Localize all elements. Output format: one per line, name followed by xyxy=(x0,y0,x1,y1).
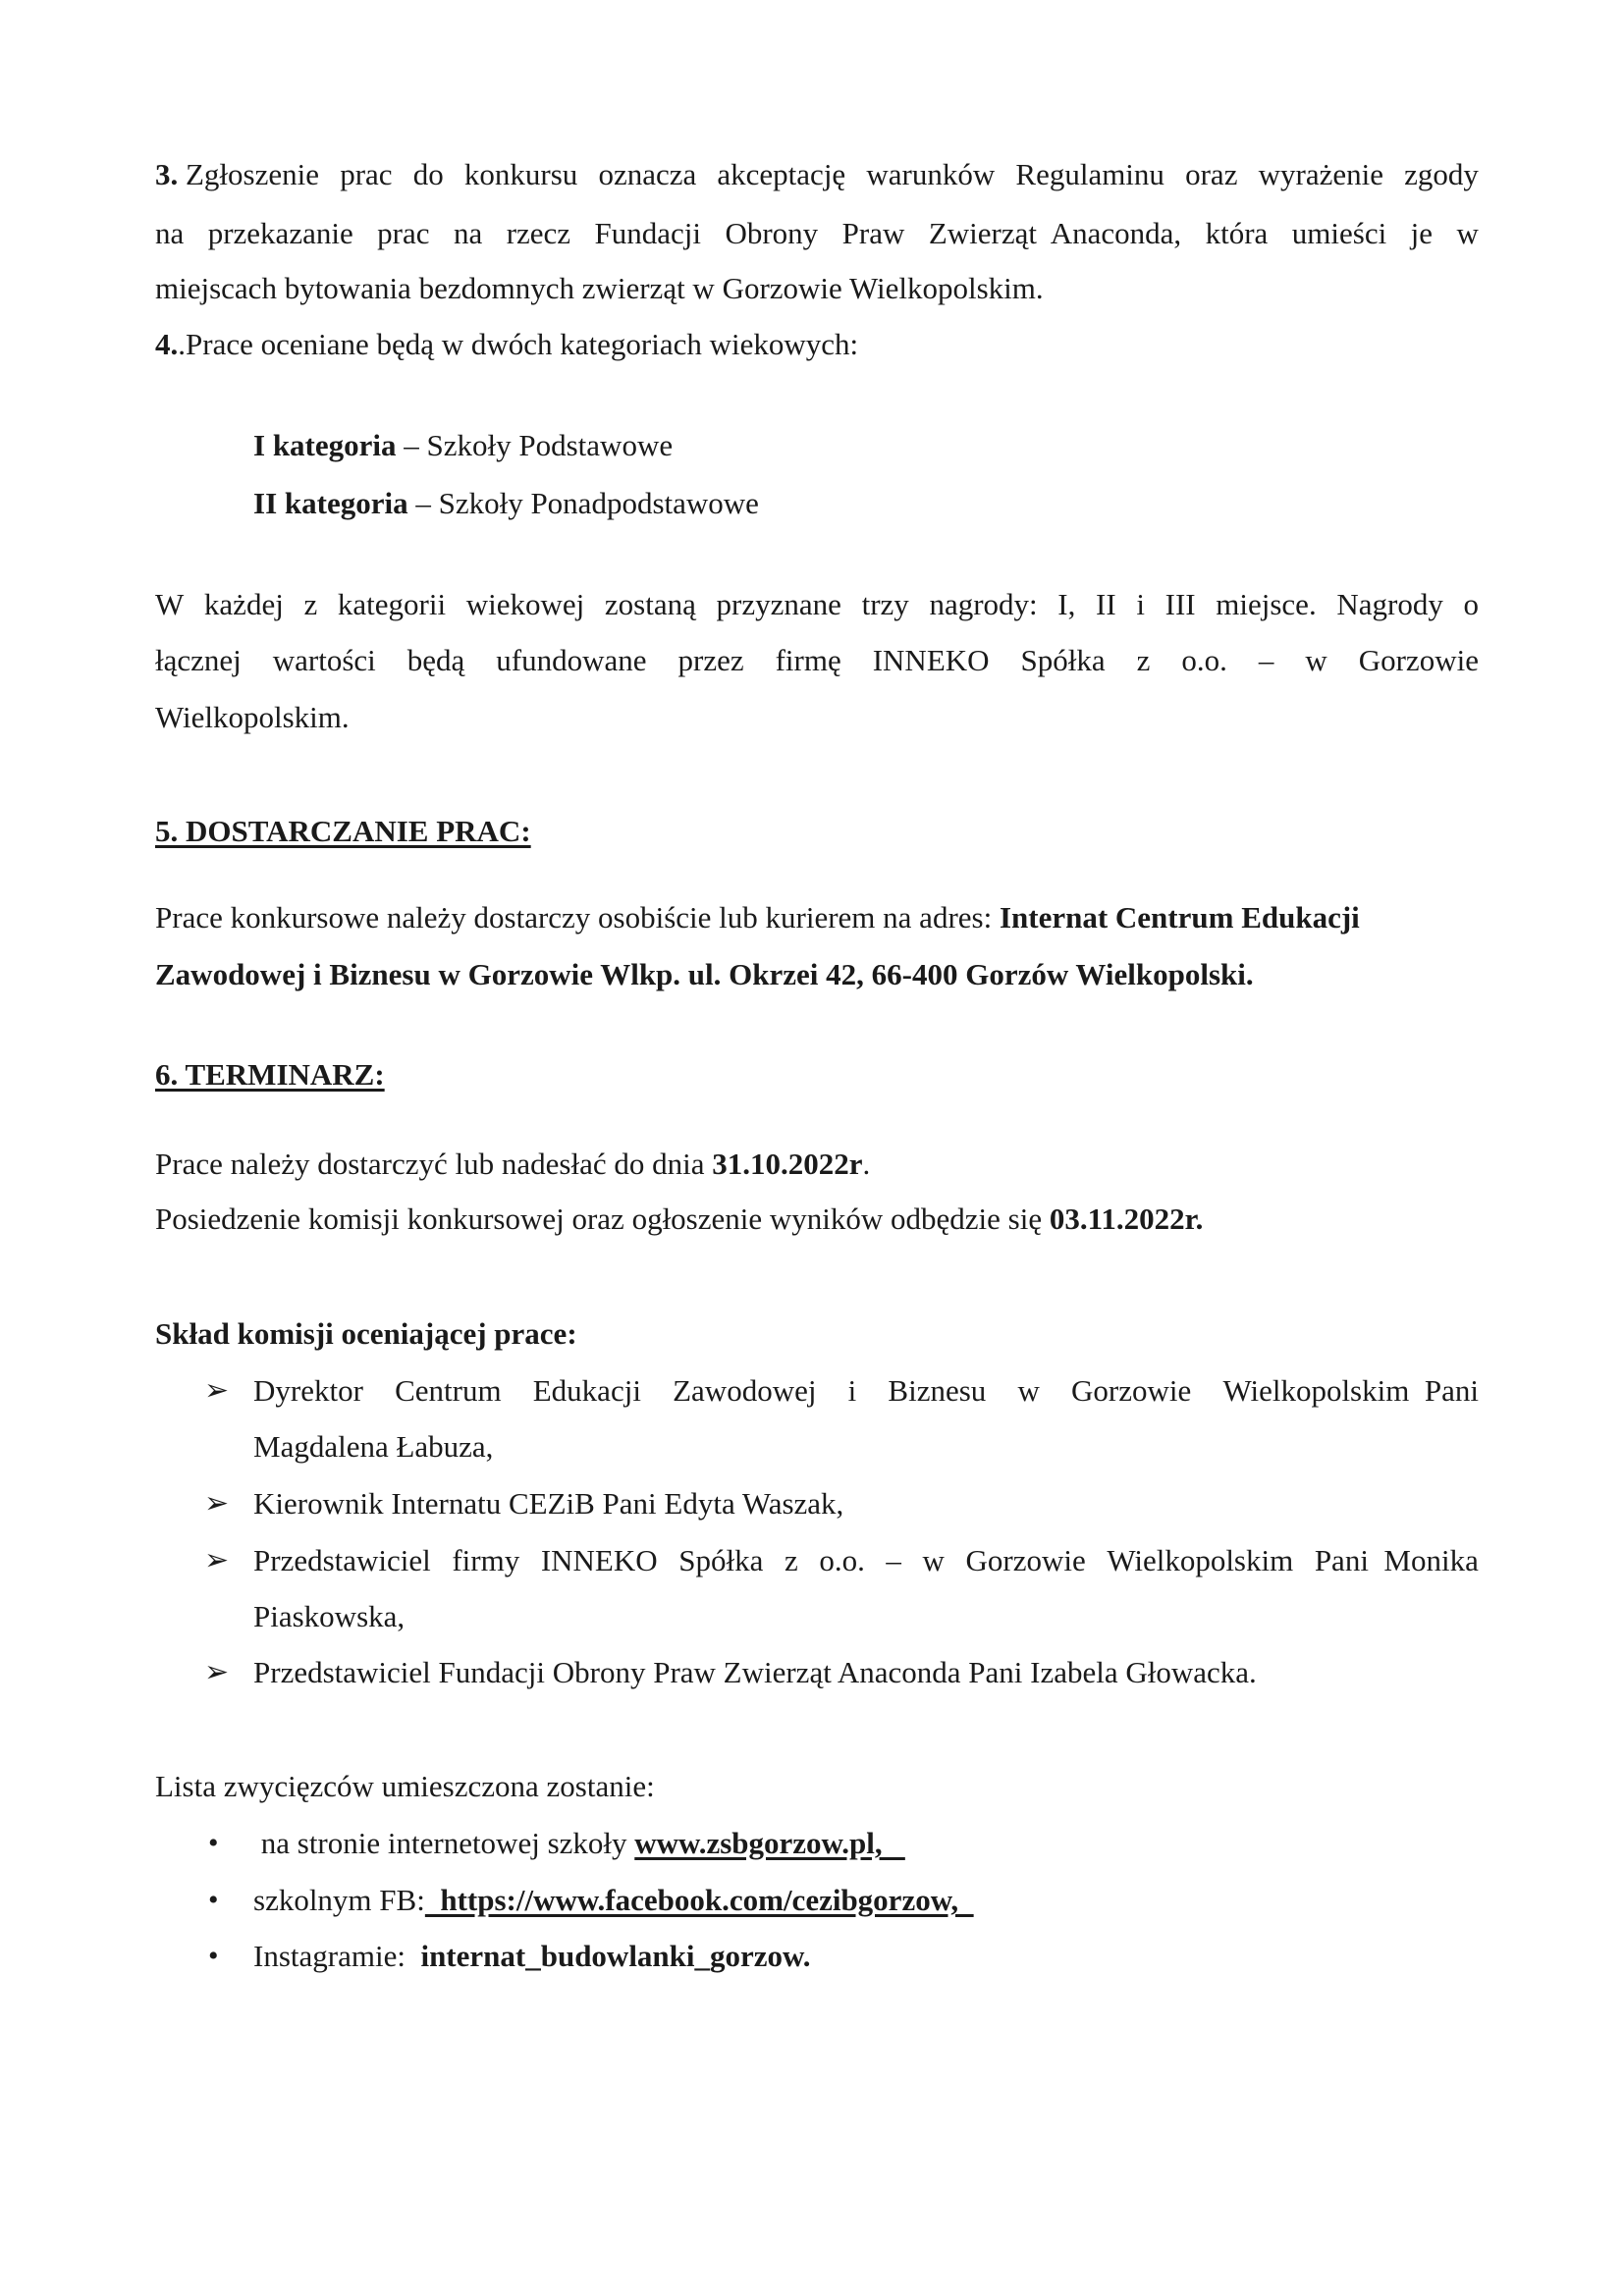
word: Spółka xyxy=(678,1543,764,1577)
word: i xyxy=(1136,587,1145,621)
dot-bullet-icon: • xyxy=(208,1827,219,1859)
s6-line1-end: . xyxy=(862,1147,871,1181)
word: będą xyxy=(406,643,465,677)
word: do xyxy=(412,157,444,191)
section-5-heading-text: 5. DOSTARCZANIE PRAC: xyxy=(155,814,531,848)
word: Gorzowie xyxy=(1358,643,1479,677)
word: przekazanie xyxy=(207,216,353,250)
word: oznacza xyxy=(598,157,697,191)
winners-intro: Lista zwycięzców umieszczona zostanie: xyxy=(155,1769,655,1803)
word: warunków xyxy=(866,157,996,191)
s6-deadline-date: 31.10.2022r xyxy=(712,1147,863,1181)
word: firmy xyxy=(452,1543,520,1577)
instagram-handle: internat_budowlanki_gorzow. xyxy=(420,1939,811,1973)
word: akceptację xyxy=(717,157,846,191)
word: II xyxy=(1096,587,1116,621)
arrow-bullet-icon: ➢ xyxy=(204,1544,230,1576)
word: Nagrody xyxy=(1336,587,1443,621)
committee-item-1-line2: Magdalena Łabuza, xyxy=(253,1429,494,1464)
word: z xyxy=(303,587,318,621)
committee-heading-text: Skład komisji oceniającej prace: xyxy=(155,1316,577,1351)
s5-address-part2: Zawodowej i Biznesu w Gorzowie Wlkp. ul. Okrzei 42, 66-400 Gorzów Wielkopolski. xyxy=(155,957,1254,991)
committee-item-3-line1 xyxy=(253,1541,1479,1580)
word: Gorzowie xyxy=(1071,1373,1192,1408)
word: na xyxy=(155,216,185,250)
word: wyrażenie xyxy=(1258,157,1383,191)
p3-line3: miejscach bytowania bezdomnych zwierząt w Gorzowie Wielkopolskim. xyxy=(155,271,1044,305)
word: która xyxy=(1205,216,1269,250)
word: Przedstawiciel xyxy=(253,1543,431,1577)
winners-item-facebook-text: szkolnym FB: xyxy=(253,1883,425,1917)
prizes-line1 xyxy=(155,585,1479,624)
facebook-link[interactable]: https://www.facebook.com/cezibgorzow, xyxy=(424,1883,974,1917)
word: wiekowej xyxy=(465,587,585,621)
s5-address-part1: Internat Centrum Edukacji xyxy=(999,900,1360,934)
winners-item-facebook xyxy=(253,1881,974,1920)
winners-item-website-text: na stronie internetowej szkoły xyxy=(253,1826,635,1860)
school-website-link[interactable]: www.zsbgorzow.pl, xyxy=(634,1826,905,1860)
word: Centrum xyxy=(395,1373,502,1408)
word: prac xyxy=(377,216,430,250)
word: trzy xyxy=(861,587,909,621)
word: 3. Zgłoszenie xyxy=(155,157,320,191)
s6-line2 xyxy=(155,1200,1203,1239)
prizes-line3: Wielkopolskim. xyxy=(155,700,350,734)
category-2 xyxy=(253,484,759,523)
section-5-heading xyxy=(155,812,531,851)
word: o xyxy=(1463,587,1479,621)
s6-line1 xyxy=(155,1145,870,1184)
word: firmę xyxy=(775,643,841,677)
s6-meeting-date: 03.11.2022r. xyxy=(1049,1201,1204,1236)
word: – xyxy=(1258,643,1274,677)
committee-item-4: Przedstawiciel Fundacji Obrony Praw Zwierząt Anaconda Pani Izabela Głowacka. xyxy=(253,1655,1257,1689)
winners-item-instagram-text: Instagramie: xyxy=(253,1939,421,1973)
word: W xyxy=(155,587,185,621)
s5-line1-text: Prace konkursowe należy dostarczy osobiście lub kurierem na adres: xyxy=(155,900,1000,934)
word: Edukacji xyxy=(532,1373,641,1408)
word: w xyxy=(922,1543,945,1577)
word: łącznej xyxy=(155,643,242,677)
word: miejsce. xyxy=(1216,587,1317,621)
word: Zwierząt Anaconda, xyxy=(928,216,1182,250)
word: rzecz xyxy=(506,216,571,250)
word: Praw xyxy=(841,216,905,250)
word: Spółka xyxy=(1020,643,1106,677)
word: każdej xyxy=(203,587,284,621)
word: Wielkopolskim Pani xyxy=(1222,1373,1479,1408)
word: zostaną xyxy=(604,587,696,621)
word: oraz xyxy=(1185,157,1238,191)
committee-item-1-line1 xyxy=(253,1371,1479,1411)
word: INNEKO xyxy=(872,643,990,677)
word: przyznane xyxy=(716,587,841,621)
section-6-heading-text: 6. TERMINARZ: xyxy=(155,1057,385,1092)
p4-number: 4. xyxy=(155,327,179,361)
word: z xyxy=(784,1543,798,1577)
prizes-line2 xyxy=(155,641,1479,680)
s6-line1-text: Prace należy dostarczyć lub nadesłać do dnia xyxy=(155,1147,713,1181)
word: w xyxy=(1305,643,1327,677)
arrow-bullet-icon: ➢ xyxy=(204,1487,230,1520)
word: prac xyxy=(340,157,393,191)
word: i xyxy=(847,1373,857,1408)
dot-bullet-icon: • xyxy=(208,1884,219,1916)
category-2-label: II kategoria xyxy=(253,486,408,520)
committee-item-2: Kierownik Internatu CEZiB Pani Edyta Waszak, xyxy=(253,1486,844,1521)
arrow-bullet-icon: ➢ xyxy=(204,1656,230,1688)
word: Obrony xyxy=(725,216,819,250)
committee-heading xyxy=(155,1314,577,1354)
word: na xyxy=(453,216,483,250)
p3-line1 xyxy=(155,155,1479,194)
s5-line1 xyxy=(155,898,1360,937)
word: o.o. xyxy=(819,1543,865,1577)
category-1-text: – Szkoły Podstawowe xyxy=(396,428,674,462)
word: Dyrektor xyxy=(253,1373,363,1408)
winners-item-instagram xyxy=(253,1937,810,1976)
word: przez xyxy=(677,643,744,677)
word: w xyxy=(1456,216,1479,250)
word: o.o. xyxy=(1181,643,1227,677)
committee-item-3-line2: Piaskowska, xyxy=(253,1599,406,1633)
word: je xyxy=(1410,216,1434,250)
word: nagrody: xyxy=(929,587,1038,621)
word: Gorzowie xyxy=(965,1543,1086,1577)
word: umieści xyxy=(1291,216,1387,250)
word: Wielkopolskim xyxy=(1107,1543,1294,1577)
word: Zawodowej xyxy=(673,1373,817,1408)
dot-bullet-icon: • xyxy=(208,1940,219,1972)
paragraph-number: 3. xyxy=(155,157,186,191)
section-6-heading xyxy=(155,1055,385,1095)
word: III xyxy=(1164,587,1196,621)
word: Fundacji xyxy=(594,216,702,250)
word: Biznesu xyxy=(888,1373,987,1408)
arrow-bullet-icon: ➢ xyxy=(204,1374,230,1407)
word: I, xyxy=(1057,587,1076,621)
word: kategorii xyxy=(337,587,447,621)
p4-text: .Prace oceniane będą w dwóch kategoriach wiekowych: xyxy=(178,327,859,361)
word: wartości xyxy=(272,643,376,677)
word: – xyxy=(886,1543,901,1577)
p4-line xyxy=(155,325,858,364)
s6-line2-text: Posiedzenie komisji konkursowej oraz ogłoszenie wyników odbędzie się xyxy=(155,1201,1050,1236)
word: zgody xyxy=(1404,157,1479,191)
word: w xyxy=(1017,1373,1040,1408)
word: Regulaminu xyxy=(1015,157,1164,191)
p3-line2 xyxy=(155,214,1479,253)
word: konkursu xyxy=(463,157,578,191)
category-1-label: I kategoria xyxy=(253,428,397,462)
category-2-text: – Szkoły Ponadpodstawowe xyxy=(407,486,759,520)
word: INNEKO xyxy=(540,1543,658,1577)
word: Pani Monika xyxy=(1314,1543,1479,1577)
word: z xyxy=(1136,643,1151,677)
word: ufundowane xyxy=(496,643,647,677)
s5-line2 xyxy=(155,955,1254,994)
winners-item-website xyxy=(253,1824,905,1863)
category-1 xyxy=(253,426,673,465)
